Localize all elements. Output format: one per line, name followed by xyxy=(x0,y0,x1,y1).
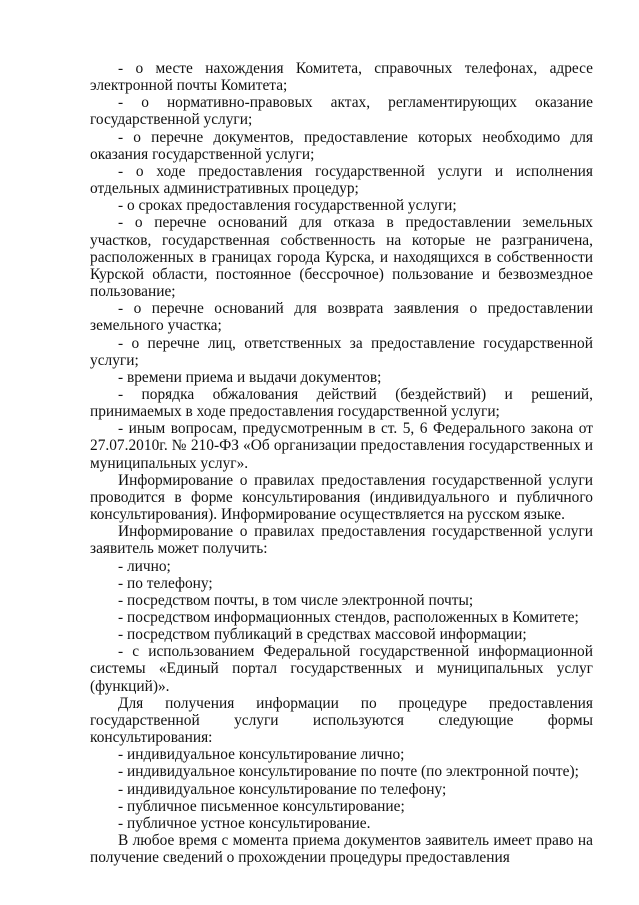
paragraph-responsible-persons: - о перечне лиц, ответственных за предоставление государственной услуги; xyxy=(90,334,593,369)
list-item-consult-in-person: - индивидуальное консультирование лично; xyxy=(118,746,405,764)
paragraph-legal-acts: - о нормативно-правовых актах, регламентирующих оказание государственной услуги; xyxy=(90,94,593,129)
paragraph-office-location: - о месте нахождения Комитета, справочных телефонах, адресе электронной почты Комитета; xyxy=(90,60,593,95)
list-item-consult-by-phone: - индивидуальное консультирование по телефону; xyxy=(118,780,447,798)
document-body xyxy=(90,60,593,866)
paragraph-other-questions: - иным вопросам, предусмотренным в ст. 5, 6 Федерального закона от 27.07.2010г. № 210-ФЗ «Об организации предоставления государственных и муниципальных услуг». xyxy=(90,420,593,472)
paragraph-reception-time: - времени приема и выдачи документов; xyxy=(118,368,382,386)
list-item-consult-by-mail: - индивидуальное консультирование по почте (по электронной почте); xyxy=(118,763,579,781)
paragraph-status-request: В любое время с момента приема документов заявитель имеет право на получение сведений о прохождении процедуры предоставления xyxy=(90,832,593,867)
paragraph-informing-channels-intro: Информирование о правилах предоставления государственной услуги заявитель может получить: xyxy=(90,523,593,558)
paragraph-appeal-procedure: - порядка обжалования действий (бездействий) и решений, принимаемых в ходе предоставления государственной услуги; xyxy=(90,385,593,421)
list-item-mass-media: - посредством публикаций в средствах массовой информации; xyxy=(118,626,527,644)
list-item-unified-portal: - с использованием Федеральной государственной информационной системы «Единый портал государственных и муниципальных услуг (функций)». xyxy=(90,643,593,695)
list-item-info-stands: - посредством информационных стендов, расположенных в Комитете; xyxy=(118,609,579,626)
list-item-in-person: - лично; xyxy=(118,557,171,575)
paragraph-documents-list: - о перечне документов, предоставление которых необходимо для оказания государственной услуги; xyxy=(90,128,593,163)
paragraph-refusal-grounds: - о перечне оснований для отказа в предоставлении земельных участков, государственная собственность на которые не разграничена, расположенных в границах города Курска, и находящихся в собственности Курской области, постоянное (бессрочное) пользование и безвозмездное пользование; xyxy=(90,214,593,301)
paragraph-consultation-forms-intro: Для получения информации по процедуре предоставления государственной услуги используются следующие формы консультирования: xyxy=(90,694,593,747)
paragraph-service-terms: - о сроках предоставления государственной услуги; xyxy=(118,197,457,215)
list-item-by-phone: - по телефону; xyxy=(118,574,213,592)
list-item-public-oral: - публичное устное консультирование. xyxy=(118,814,371,832)
list-item-by-mail: - посредством почты, в том числе электронной почты; xyxy=(118,591,474,609)
list-item-public-written: - публичное письменное консультирование; xyxy=(118,797,405,815)
paragraph-return-grounds: - о перечне оснований для возврата заявления о предоставлении земельного участка; xyxy=(90,300,593,335)
paragraph-service-progress: - о ходе предоставления государственной услуги и исполнения отдельных административных процедур; xyxy=(90,162,593,198)
paragraph-informing-form: Информирование о правилах предоставления государственной услуги проводится в форме консультирования (индивидуального и публичного консультирования). Информирование осуществляется на русском языке. xyxy=(90,471,593,524)
